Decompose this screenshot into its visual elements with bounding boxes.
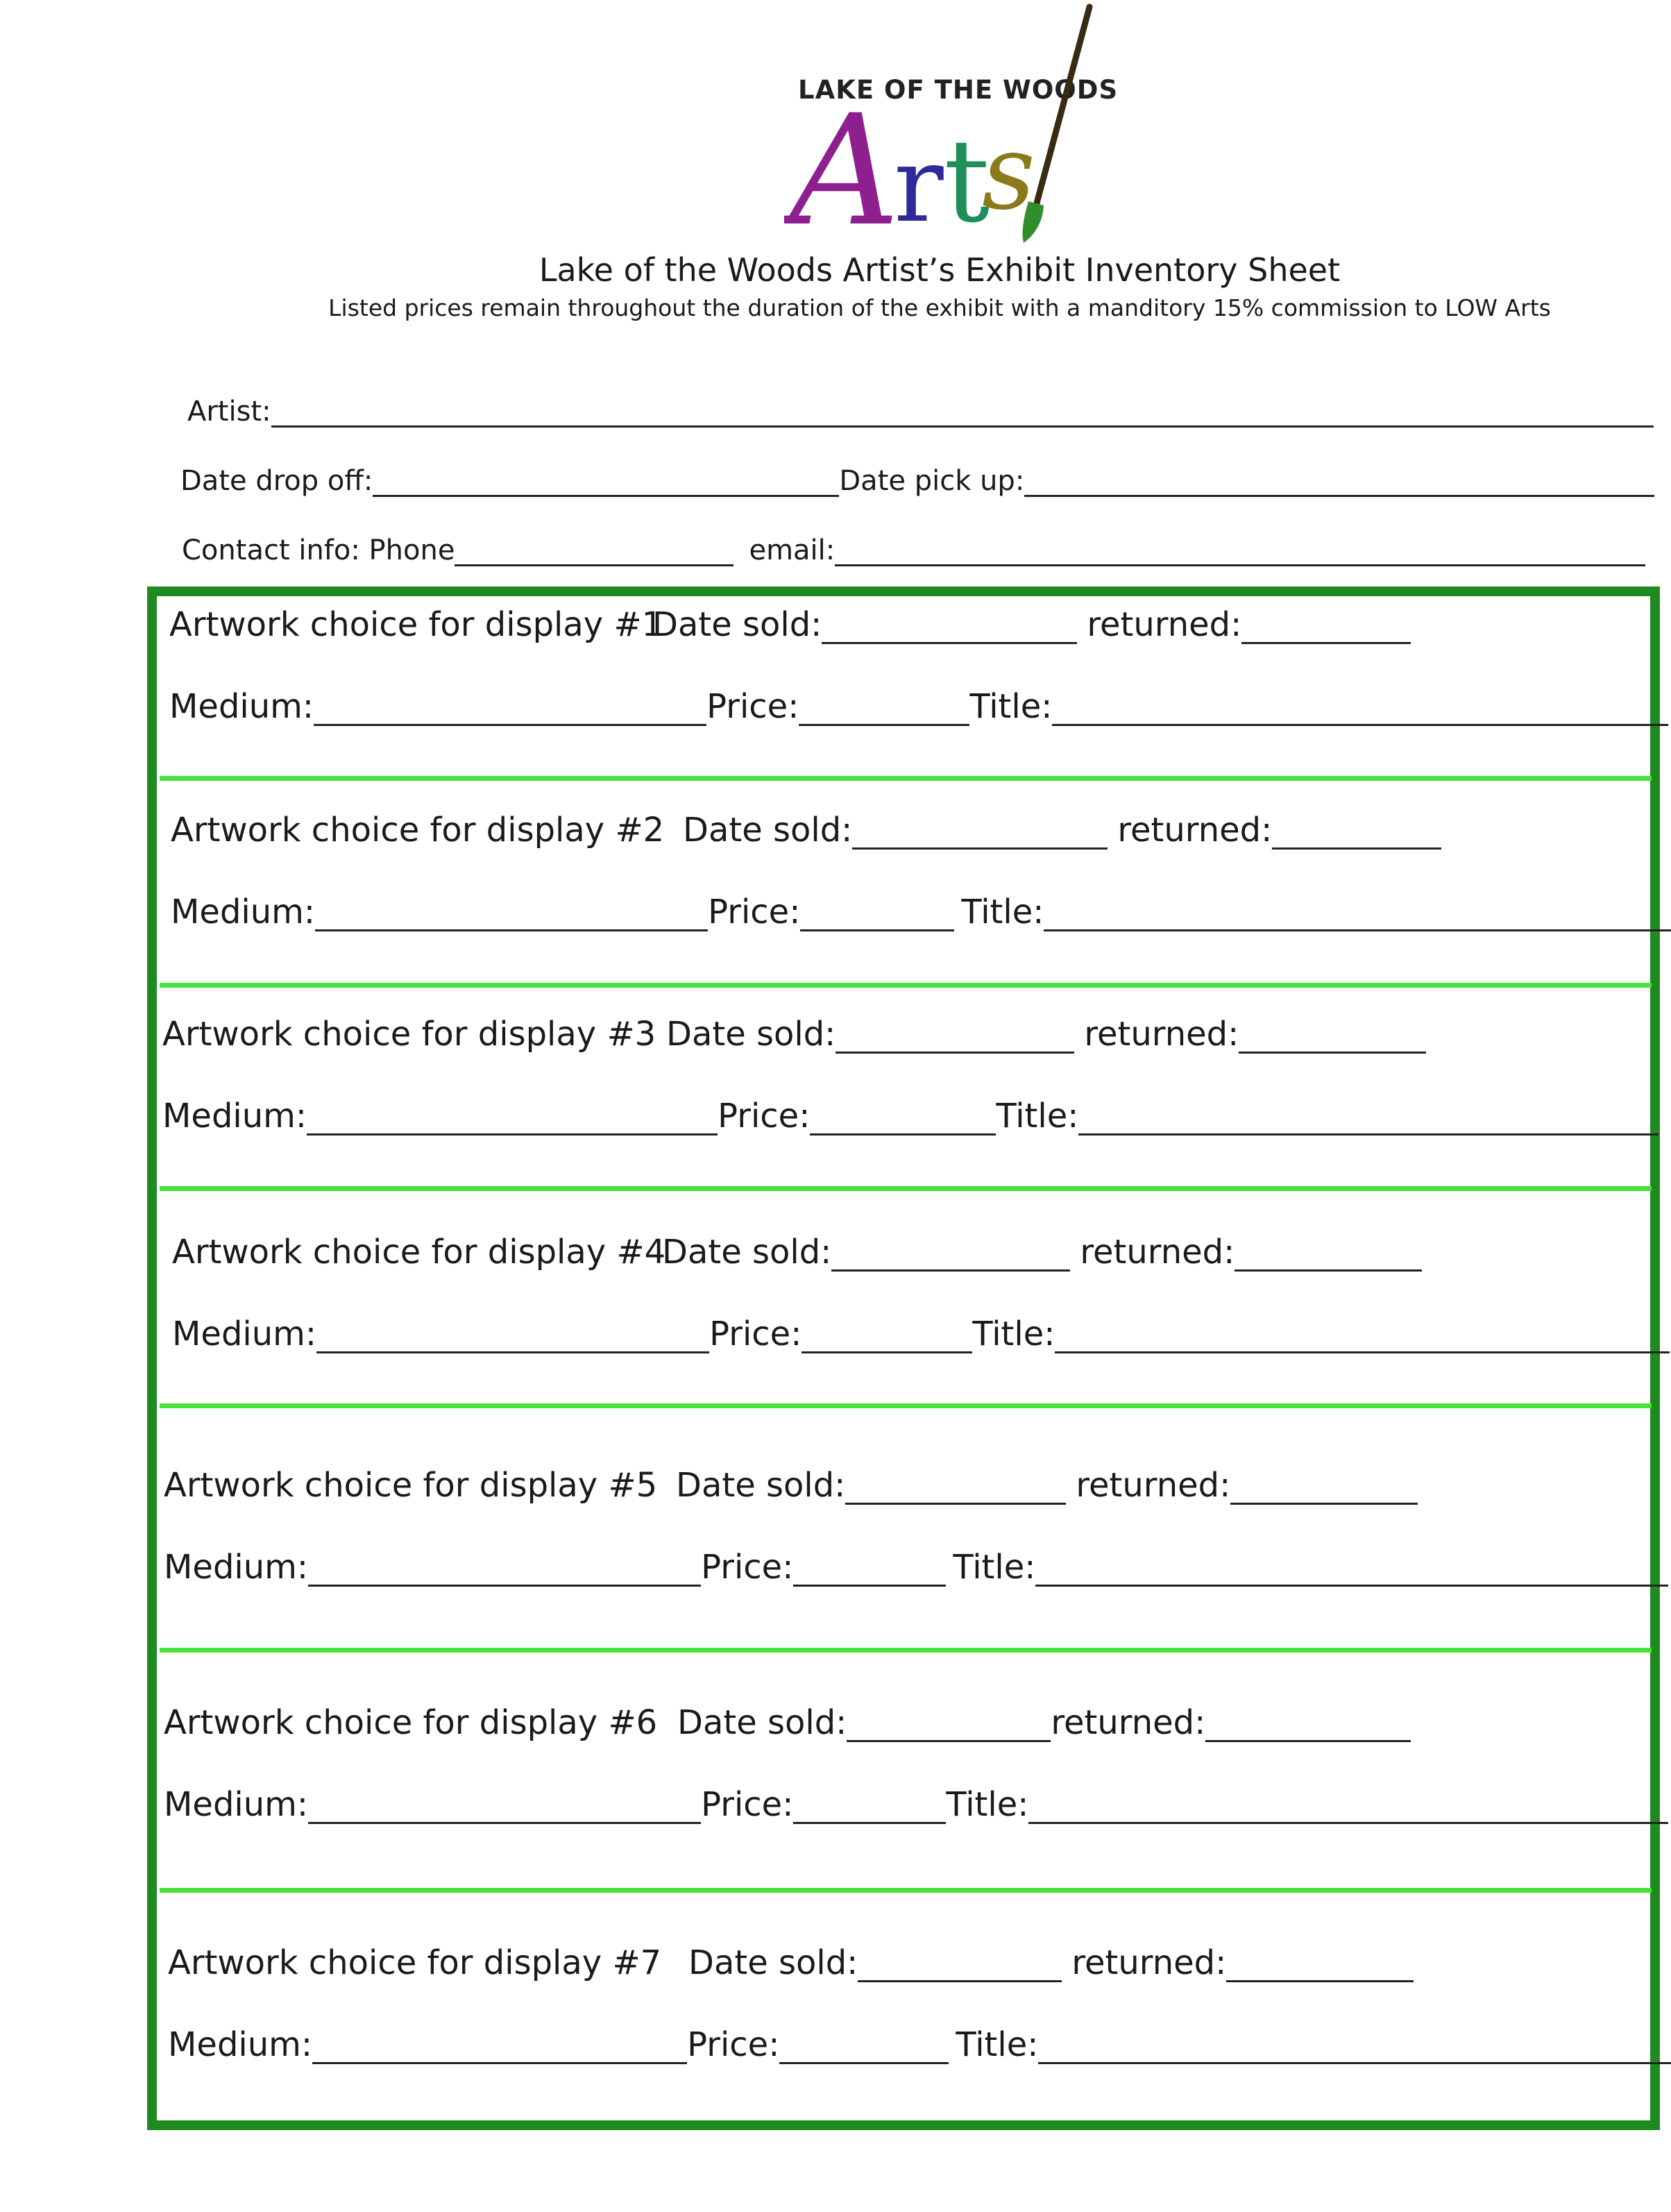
entry-1-line-1[interactable]	[169, 605, 1411, 644]
medium-blank[interactable]	[308, 1557, 701, 1587]
price-label: Price:	[706, 687, 799, 726]
date-sold-blank[interactable]	[852, 820, 1108, 850]
dates-field[interactable]	[180, 465, 1654, 497]
entry-4-line-1[interactable]	[172, 1233, 1422, 1272]
title-label: Title:	[996, 1097, 1079, 1135]
medium-blank[interactable]	[308, 1794, 701, 1824]
artist-field[interactable]	[187, 396, 1654, 428]
email-label: email:	[749, 534, 836, 566]
divider	[160, 1186, 1652, 1191]
returned-blank[interactable]	[1241, 614, 1411, 644]
entry-heading: Artwork choice for display #2	[171, 811, 665, 850]
date-sold-blank[interactable]	[831, 1242, 1070, 1272]
medium-blank[interactable]	[312, 2034, 687, 2064]
logo-top-text: LAKE OF THE WOODS	[798, 75, 1119, 105]
returned-label: returned:	[1087, 605, 1242, 644]
entry-heading: Artwork choice for display #1	[169, 605, 663, 644]
divider	[160, 983, 1652, 988]
price-label: Price:	[687, 2025, 780, 2064]
title-label: Title:	[946, 1785, 1029, 1824]
date-sold-blank[interactable]	[836, 1024, 1074, 1054]
entry-5-line-1[interactable]	[164, 1466, 1418, 1505]
medium-blank[interactable]	[307, 1106, 718, 1135]
returned-blank[interactable]	[1226, 1952, 1414, 1982]
title-blank[interactable]	[1028, 1794, 1668, 1824]
price-blank[interactable]	[810, 1106, 996, 1135]
returned-label: returned:	[1080, 1233, 1235, 1272]
entry-heading: Artwork choice for display #6	[164, 1703, 658, 1742]
returned-blank[interactable]	[1205, 1712, 1411, 1742]
title-label: Title:	[953, 1548, 1036, 1587]
divider	[160, 776, 1652, 781]
price-label: Price:	[708, 893, 801, 931]
medium-blank[interactable]	[315, 902, 708, 931]
date-sold-blank[interactable]	[847, 1712, 1051, 1742]
svg-text:A: A	[790, 82, 900, 250]
price-blank[interactable]	[799, 696, 969, 726]
contact-field[interactable]	[182, 534, 1645, 566]
entry-3-line-1[interactable]	[162, 1015, 1426, 1054]
title-label: Title:	[956, 2025, 1039, 2064]
returned-blank[interactable]	[1235, 1242, 1422, 1272]
page-title: Lake of the Woods Artist’s Exhibit Inventory Sheet	[538, 251, 1341, 289]
returned-blank[interactable]	[1239, 1024, 1426, 1054]
price-blank[interactable]	[793, 1794, 946, 1824]
entry-heading: Artwork choice for display #5	[164, 1466, 658, 1505]
date-drop-off-blank[interactable]	[373, 467, 839, 497]
medium-label: Medium:	[171, 893, 316, 931]
medium-blank[interactable]	[314, 696, 706, 726]
date-sold-label: Date sold:	[652, 605, 822, 644]
title-blank[interactable]	[1044, 902, 1671, 931]
date-sold-label: Date sold:	[683, 811, 853, 850]
medium-label: Medium:	[169, 687, 314, 726]
email-blank[interactable]	[835, 537, 1645, 566]
medium-label: Medium:	[164, 1785, 309, 1824]
svg-text:t: t	[944, 115, 990, 248]
entry-heading: Artwork choice for display #4	[172, 1233, 666, 1272]
page-subtitle: Listed prices remain throughout the duration of the exhibit with a manditory 15% commission to LOW Arts	[328, 294, 1551, 321]
price-label: Price:	[718, 1097, 811, 1135]
title-label: Title:	[969, 687, 1053, 726]
contact-phone-label: Contact info: Phone	[182, 534, 455, 566]
medium-label: Medium:	[162, 1097, 307, 1135]
title-label: Title:	[972, 1315, 1055, 1353]
date-sold-label: Date sold:	[677, 1703, 847, 1742]
svg-text:s: s	[982, 112, 1035, 233]
title-blank[interactable]	[1038, 2034, 1671, 2064]
entry-heading: Artwork choice for display #7	[168, 1943, 662, 1982]
date-pick-up-label: Date pick up:	[839, 465, 1025, 497]
entry-2-line-2[interactable]	[171, 893, 1671, 931]
svg-text:r: r	[894, 125, 944, 246]
price-blank[interactable]	[801, 1324, 972, 1353]
entry-5-line-2[interactable]	[164, 1548, 1668, 1587]
returned-blank[interactable]	[1230, 1475, 1418, 1505]
entry-heading: Artwork choice for display #3	[162, 1015, 656, 1054]
returned-label: returned:	[1076, 1466, 1231, 1505]
title-blank[interactable]	[1052, 696, 1668, 726]
price-blank[interactable]	[800, 902, 954, 931]
entry-1-line-2[interactable]	[169, 687, 1668, 726]
medium-label: Medium:	[164, 1548, 309, 1587]
logo-arts-graphic	[784, 0, 1110, 250]
medium-label: Medium:	[168, 2025, 313, 2064]
returned-label: returned:	[1084, 1015, 1239, 1054]
price-label: Price:	[701, 1548, 794, 1587]
medium-label: Medium:	[172, 1315, 317, 1353]
title-blank[interactable]	[1078, 1106, 1659, 1135]
returned-label: returned:	[1117, 811, 1273, 850]
logo	[784, 0, 1119, 250]
price-label: Price:	[709, 1315, 802, 1353]
entry-7-line-1[interactable]	[168, 1943, 1414, 1982]
artist-label: Artist:	[187, 396, 271, 428]
date-sold-blank[interactable]	[822, 614, 1077, 644]
entry-2-line-1[interactable]	[171, 811, 1441, 850]
date-sold-blank[interactable]	[845, 1475, 1066, 1505]
divider	[160, 1648, 1652, 1653]
entry-3-line-2[interactable]	[162, 1097, 1659, 1135]
returned-label: returned:	[1071, 1943, 1227, 1982]
entry-6-line-2[interactable]	[164, 1785, 1668, 1824]
returned-label: returned:	[1051, 1703, 1206, 1742]
date-sold-label: Date sold:	[688, 1943, 858, 1982]
date-sold-label: Date sold:	[676, 1466, 846, 1505]
price-label: Price:	[701, 1785, 794, 1824]
title-blank[interactable]	[1055, 1324, 1670, 1353]
price-blank[interactable]	[779, 2034, 949, 2064]
divider	[160, 1888, 1652, 1893]
entry-4-line-2[interactable]	[172, 1315, 1670, 1353]
phone-blank[interactable]	[455, 537, 733, 566]
artist-blank[interactable]	[271, 398, 1654, 428]
divider	[160, 1403, 1652, 1408]
returned-blank[interactable]	[1272, 820, 1441, 850]
date-sold-label: Date sold:	[662, 1233, 832, 1272]
date-pick-up-blank[interactable]	[1024, 467, 1654, 497]
entry-7-line-2[interactable]	[168, 2025, 1671, 2064]
entry-6-line-1[interactable]	[164, 1703, 1411, 1742]
date-drop-off-label: Date drop off:	[180, 465, 373, 497]
title-blank[interactable]	[1035, 1557, 1668, 1587]
price-blank[interactable]	[793, 1557, 946, 1587]
title-label: Title:	[961, 893, 1044, 931]
date-sold-label: Date sold:	[666, 1015, 836, 1054]
date-sold-blank[interactable]	[858, 1952, 1062, 1982]
medium-blank[interactable]	[316, 1324, 709, 1353]
